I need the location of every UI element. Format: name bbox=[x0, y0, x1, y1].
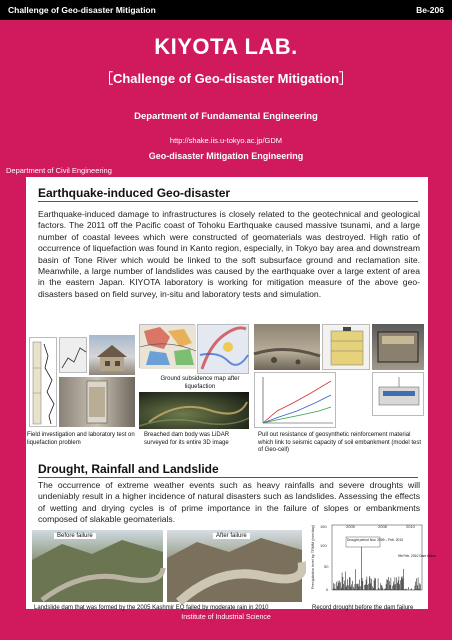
precip-bar bbox=[367, 585, 368, 590]
precip-bar bbox=[356, 584, 357, 590]
precip-bar bbox=[341, 588, 342, 590]
precip-bar bbox=[403, 569, 404, 590]
precip-bar bbox=[399, 584, 400, 590]
header-left: Challenge of Geo-disaster Mitigation bbox=[8, 5, 156, 15]
precip-bar bbox=[417, 585, 418, 590]
precip-bar bbox=[367, 577, 368, 590]
precip-bar bbox=[395, 584, 396, 590]
lab-title: KIYOTA LAB. bbox=[154, 34, 298, 59]
precip-bar bbox=[371, 579, 372, 590]
lidar-dam-image bbox=[139, 392, 249, 429]
precip-bar bbox=[405, 589, 406, 590]
after-failure-label: After failure bbox=[213, 533, 250, 539]
precip-bar bbox=[376, 589, 377, 590]
subsidence-map-detail bbox=[197, 324, 249, 374]
precip-bar bbox=[362, 578, 363, 590]
precip-bar bbox=[339, 583, 340, 590]
precip-bar bbox=[383, 588, 384, 590]
precip-bar bbox=[340, 582, 341, 590]
precip-bar bbox=[420, 584, 421, 590]
precip-bar bbox=[353, 587, 354, 590]
precip-bar bbox=[351, 587, 352, 590]
precip-bar bbox=[336, 582, 337, 590]
precip-bar bbox=[392, 586, 393, 590]
precip-bar bbox=[360, 586, 361, 590]
precip-bar bbox=[403, 578, 404, 590]
soil-profile-chart bbox=[29, 337, 57, 427]
lab-url[interactable]: http://shake.iis.u-tokyo.ac.jp/GDM bbox=[169, 136, 283, 145]
precip-bar bbox=[366, 580, 367, 590]
precip-bar bbox=[333, 583, 334, 590]
precip-bar bbox=[354, 589, 355, 590]
caption-dam: Breached dam body was LiDAR surveyed for its entire 3D image bbox=[144, 432, 230, 446]
after-failure-photo bbox=[167, 530, 302, 602]
header-bar bbox=[0, 0, 452, 20]
chart-year: 2008 bbox=[378, 524, 387, 529]
precip-bar bbox=[387, 580, 388, 590]
section-heading-drought: Drought, Rainfall and Landslide bbox=[38, 462, 418, 478]
before-failure-label: Before failure bbox=[54, 533, 96, 539]
chart-note-drought: Drought period Nov. 2009 – Feb. 2010 bbox=[347, 538, 404, 542]
precip-bar bbox=[335, 584, 336, 590]
precip-bar bbox=[365, 584, 366, 590]
precip-bar bbox=[394, 585, 395, 590]
precip-bar bbox=[390, 585, 391, 590]
precip-bar bbox=[352, 581, 353, 590]
section-heading-earthquake: Earthquake-induced Geo-disaster bbox=[38, 186, 418, 202]
precip-bar bbox=[416, 578, 417, 590]
precip-bar bbox=[380, 583, 381, 590]
precip-bar bbox=[338, 581, 339, 590]
geocell-model-photo bbox=[372, 324, 424, 370]
subsidence-map bbox=[139, 324, 195, 368]
geocell-diagram bbox=[322, 324, 370, 370]
precip-bar bbox=[361, 545, 362, 590]
precip-bar bbox=[343, 584, 344, 590]
lab-test-photo bbox=[59, 377, 135, 427]
precip-bar bbox=[347, 579, 348, 590]
division: Geo-disaster Mitigation Engineering bbox=[148, 151, 304, 161]
precip-bar bbox=[363, 581, 364, 590]
precip-bar bbox=[334, 588, 335, 590]
precip-bar bbox=[359, 586, 360, 590]
precip-bar bbox=[369, 576, 370, 590]
precip-bar bbox=[384, 589, 385, 590]
precip-bar bbox=[355, 584, 356, 590]
precip-bar bbox=[385, 588, 386, 590]
precip-bar bbox=[351, 584, 352, 590]
caption-field: Field investigation and laboratory test on liquefaction problem bbox=[27, 432, 135, 446]
precip-bar bbox=[391, 578, 392, 590]
precip-bar bbox=[411, 589, 412, 590]
precip-bar bbox=[386, 584, 387, 590]
precip-bar bbox=[348, 585, 349, 590]
chart-year: 2010 bbox=[406, 524, 415, 529]
precip-bar bbox=[339, 581, 340, 590]
precip-bar bbox=[402, 576, 403, 590]
precip-bar bbox=[371, 583, 372, 590]
precip-bar bbox=[401, 577, 402, 590]
precip-bar bbox=[382, 586, 383, 590]
precip-bar bbox=[375, 578, 376, 590]
precip-bar bbox=[397, 583, 398, 590]
precip-bar bbox=[408, 587, 409, 590]
precip-bar bbox=[342, 573, 343, 591]
pullout-chart bbox=[254, 372, 336, 428]
precip-bar bbox=[375, 578, 376, 590]
precip-bar bbox=[399, 576, 400, 590]
caption-landslide: Landslide dam that was formed by the 2005 Kashmir EQ failed by moderate rain in 2010 bbox=[34, 605, 269, 611]
precip-bar bbox=[387, 579, 388, 590]
geocell-scheme bbox=[372, 372, 424, 416]
precip-bar bbox=[411, 588, 412, 590]
precip-bar bbox=[415, 586, 416, 590]
precip-bar bbox=[374, 580, 375, 590]
chart-ytick: 0 bbox=[326, 587, 329, 592]
precip-bar bbox=[349, 577, 350, 590]
precip-bar bbox=[346, 587, 347, 590]
precip-bar bbox=[343, 577, 344, 590]
geocell-field-photo bbox=[254, 324, 320, 370]
chart-note-failure: 9th Feb. 2010 Dam failure bbox=[398, 554, 437, 558]
precip-bar bbox=[406, 589, 407, 590]
precip-bar bbox=[370, 578, 371, 590]
caption-subsidence: Ground subsidence map after liquefaction bbox=[160, 376, 240, 390]
precip-bar bbox=[345, 572, 346, 590]
soil-test-chart bbox=[59, 337, 87, 373]
precip-bar bbox=[415, 582, 416, 590]
footer-institute: Institute of Industrial Science bbox=[181, 614, 271, 621]
precip-bar bbox=[373, 588, 374, 590]
precip-bar bbox=[355, 569, 356, 590]
precip-bar bbox=[335, 589, 336, 590]
section-body-earthquake: Earthquake-induced damage to infrastructures is closely related to the geotechnical and geological factors. The 2011 off the Pacific coast of Tohoku Earthquake caused massive tsunami, and a large number of coastal levees which were constructed of geomaterials was destroyed. High ratio of occurrence of liquefaction was found in Kanto region, especially, in Tokyo bay area and downstream basin of Tone River which would be linked to the soft subsurface ground and reclamation site. Meanwhile, a large number of landslides was caused by the earthquake over a large extent of area in the eastern Japan. KIYOTA laboratory is working for mitigation measure of the above geo-disasters based on field survey, in-situ and laboratory tests and simulation. bbox=[38, 209, 420, 299]
chart-ylabel: Precipitation level by TRMM (mm/day) bbox=[311, 524, 315, 589]
department: Department of Fundamental Engineering bbox=[134, 111, 318, 122]
precip-bar bbox=[396, 577, 397, 590]
dept-civil: Department of Civil Engineering bbox=[6, 166, 112, 175]
precip-bar bbox=[407, 589, 408, 590]
precipitation-chart-svg bbox=[306, 523, 437, 602]
precip-bar bbox=[364, 585, 365, 590]
lab-subtitle: ［Challenge of Geo-disaster Mitigation］ bbox=[99, 71, 353, 86]
precip-bar bbox=[372, 586, 373, 590]
precip-bar bbox=[379, 588, 380, 590]
precip-bar bbox=[379, 589, 380, 590]
precip-bar bbox=[378, 578, 379, 590]
precip-bar bbox=[400, 580, 401, 590]
precip-bar bbox=[388, 577, 389, 590]
precip-bar bbox=[393, 582, 394, 590]
precip-bar bbox=[368, 584, 369, 590]
precip-bar bbox=[389, 581, 390, 590]
precip-bar bbox=[419, 589, 420, 590]
precip-bar bbox=[398, 581, 399, 590]
precip-bar bbox=[344, 581, 345, 590]
precip-bar bbox=[404, 589, 405, 590]
precip-bar bbox=[358, 584, 359, 590]
precip-bar bbox=[395, 577, 396, 590]
precip-bar bbox=[419, 583, 420, 590]
precip-bar bbox=[357, 584, 358, 590]
chart-ytick: 150 bbox=[320, 524, 327, 529]
section-body-drought: The occurrence of extreme weather events such as heavy rainfalls and severe droughts will undeniably result in a higher incidence of natural disasters such as landslides. Assessing the effects of wetting and drying cycles is of prime importance in the failure of slopes or embankments composed of slakable geomaterials. bbox=[38, 480, 420, 525]
precip-bar bbox=[381, 585, 382, 590]
precip-bar bbox=[418, 577, 419, 590]
precipitation-chart bbox=[306, 523, 437, 602]
precip-bar bbox=[391, 589, 392, 590]
chart-year: 2005 bbox=[346, 524, 355, 529]
house-photo bbox=[89, 335, 135, 375]
precip-bar bbox=[359, 580, 360, 590]
precip-bar bbox=[350, 578, 351, 590]
chart-ytick: 50 bbox=[324, 564, 329, 569]
precipitation-bars bbox=[333, 545, 421, 590]
precip-bar bbox=[347, 585, 348, 590]
content-panel bbox=[26, 177, 437, 611]
caption-drought: Record drought before the dam failure bbox=[312, 605, 414, 611]
caption-pullout: Pull out resistance of geosynthetic reinforcement material which link to seismic capacity of soil embankment (model test of Geo-cell) bbox=[258, 432, 422, 453]
precip-bar bbox=[337, 586, 338, 590]
poster-id: Be-206 bbox=[416, 5, 444, 15]
chart-ytick: 100 bbox=[320, 543, 327, 548]
before-failure-photo bbox=[32, 530, 163, 602]
